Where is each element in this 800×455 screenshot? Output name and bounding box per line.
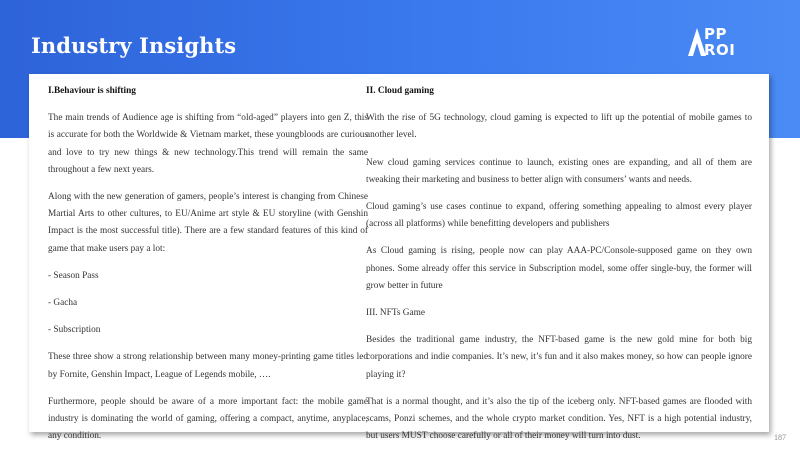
feature-item: - Gacha — [48, 298, 78, 309]
paragraph: That is a normal thought, and it’s also the tip of the iceberg only. NFT-based games are flooded with scams, Ponzi schemes, and the whole crypto market condition. Yes, NFT is a high potential industry, but users MUST choose carefully or all of their money will turn into dust. — [366, 396, 752, 442]
feature-block — [48, 189, 368, 339]
paragraph: With the rise of 5G technology, cloud gaming is expected to lift up the potential of mobile games to another level. — [366, 113, 752, 141]
logo-text-line2: ROI — [704, 41, 736, 59]
page-number: 187 — [774, 433, 786, 442]
paragraph: Cloud gaming’s use cases continue to expand, offering something appealing to almost every player (across all platforms) while benefitting developers and publishers — [366, 202, 752, 230]
section-heading-nfts: III. NFTs Game — [366, 308, 425, 319]
feature-item: - Subscription — [48, 325, 101, 336]
left-column — [48, 83, 368, 455]
paragraph: As Cloud gaming is rising, people now can play AAA-PC/Console-supposed game on they own phones. Some already offer this service in Subscription model, some offer single-buy, the former will grow better in future — [366, 246, 752, 291]
content-card — [29, 74, 769, 442]
paragraph: Along with the new generation of gamers, people’s interest is changing from Chinese Martial Arts to other cultures, to EU/Anime art style & EU storyline (with Genshin Impact is the most successful title). There are a few standard features of this kind of game that make users pay a lot: — [48, 192, 368, 254]
paragraph: These three show a strong relationship between many money-printing game titles led by Fornite, Genshin Impact, League of Legends mobile, …. — [48, 352, 368, 380]
logo-text-line1: PP — [704, 25, 727, 43]
paragraph: Furthermore, people should be aware of a more important fact: the mobile game industry is dominating the world of gaming, offering a compact, anytime, anyplace, any condition. — [48, 396, 368, 442]
feature-item: - Season Pass — [48, 270, 99, 281]
brand-logo — [686, 24, 766, 64]
paragraph: New cloud gaming services continue to launch, existing ones are expanding, and all of them are tweaking their marketing and business to better align with consumers’ wants and needs. — [366, 157, 752, 185]
paragraph: Besides the traditional game industry, the NFT-based game is the new gold mine for both big corporations and indie companies. It’s new, it’s fun and it also makes money, so how can people ignore playing it? — [366, 335, 752, 380]
section-heading-cloud-gaming: II. Cloud gaming — [366, 86, 434, 96]
paragraph: The main trends of Audience age is shifting from “old-aged” players into gen Z, this is accurate for both the Worldwide & Vietnam market, these youngbloods are curious and love to try new things & new technology.This trend will remain the same throughout a few next years. — [48, 113, 368, 175]
section-heading-behaviour: I.Behaviour is shifting — [48, 86, 136, 96]
right-column — [366, 83, 752, 455]
page-title: Industry Insights — [31, 33, 237, 58]
